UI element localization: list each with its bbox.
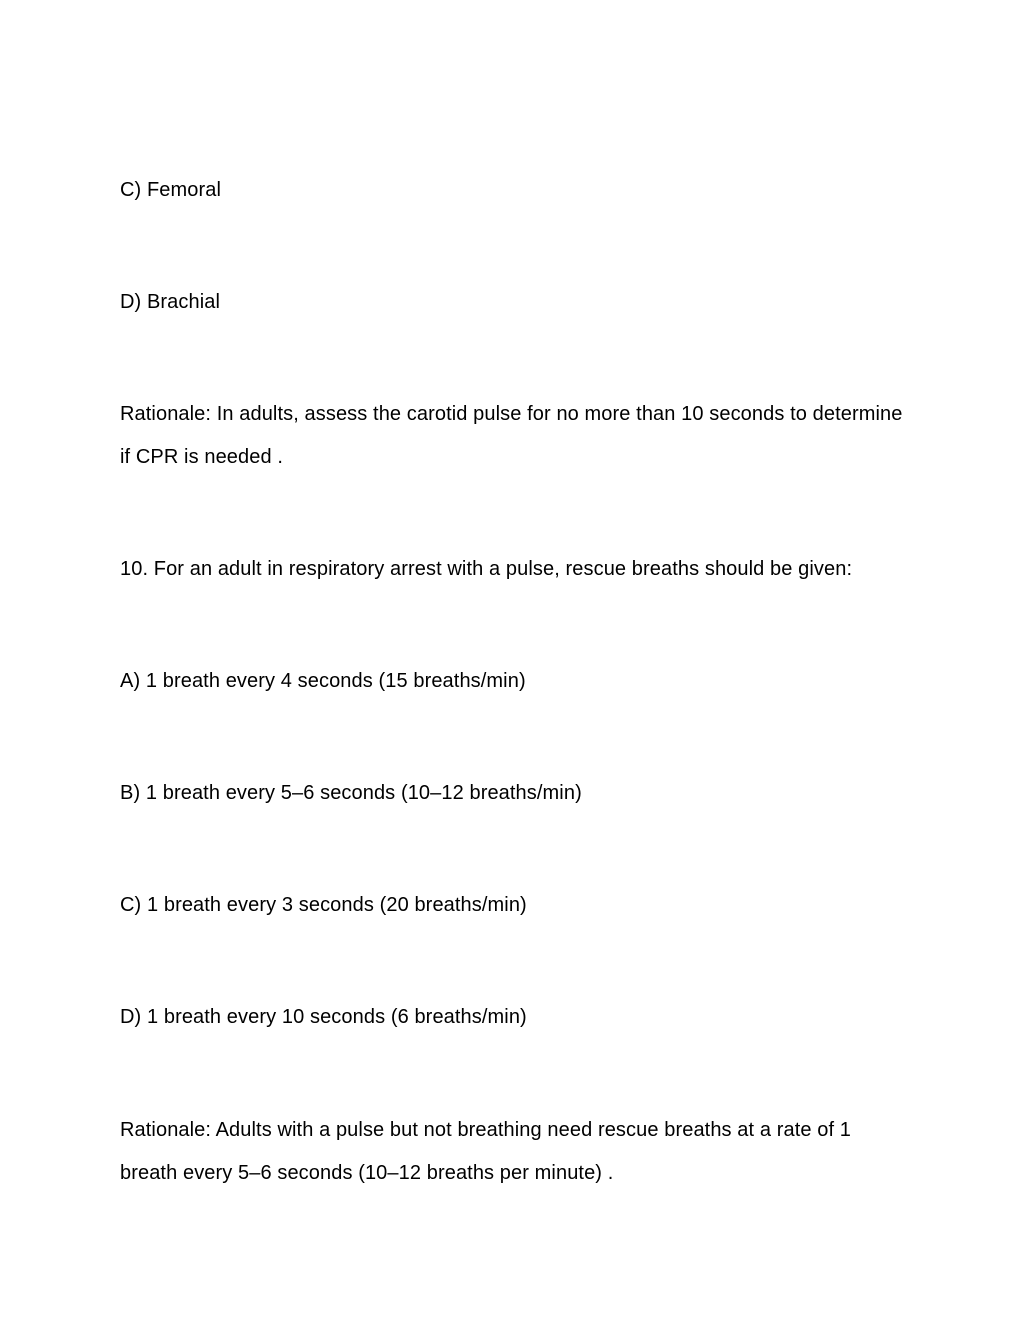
rationale-text: Rationale: In adults, assess the carotid pulse for no more than 10 seconds to determine if CPR is needed . (120, 403, 903, 468)
answer-option-c: C) Femoral (120, 179, 222, 201)
answer-option-d: D) 1 breath every 10 seconds (6 breaths/min) (120, 1006, 527, 1028)
answer-option-a: A) 1 breath every 4 seconds (15 breaths/min) (120, 670, 526, 692)
rationale-text: Rationale: Adults with a pulse but not breathing need rescue breaths at a rate of 1 breath every 5–6 seconds (10–12 breaths per minute) . (120, 1119, 851, 1184)
answer-option-b: B) 1 breath every 5–6 seconds (10–12 breaths/min) (120, 782, 582, 804)
question-text: 10. For an adult in respiratory arrest with a pulse, rescue breaths should be given: (120, 558, 853, 580)
answer-option-d: D) Brachial (120, 291, 221, 313)
answer-option-c: C) 1 breath every 3 seconds (20 breaths/min) (120, 894, 527, 916)
